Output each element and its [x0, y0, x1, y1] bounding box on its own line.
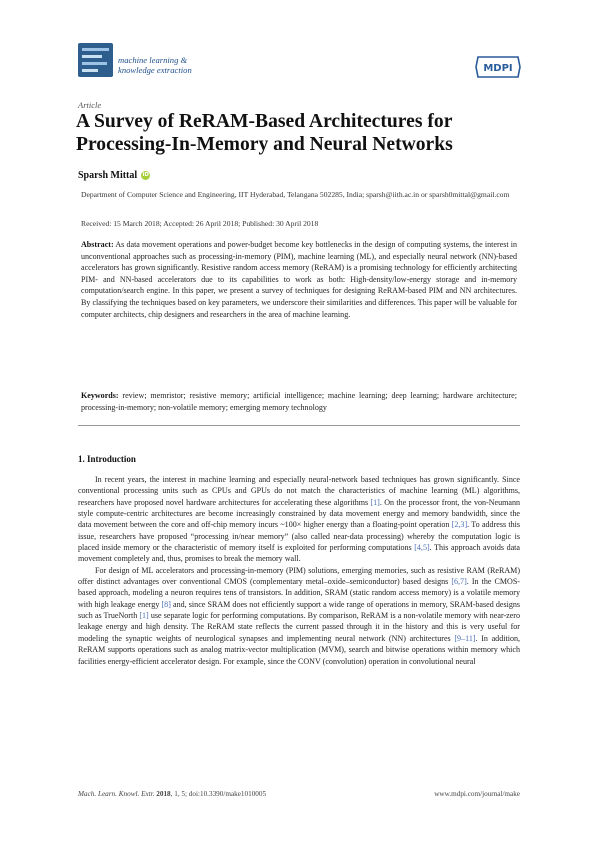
text-run: . To address this issue, researchers have proposed “processing in/near memory” (also called near-data processing) whereby the computation logic is placed inside memory or the characteristic of memory itself is exploited for performing computations [78, 520, 520, 553]
text-run: . In addition, ReRAM supports operations such as analog matrix-vector multiplication (MVM), search and bitwise operations within memory which facilities energy-efficient accelerator design. For example, since the CONV (convolution) operation in convolutional neural [78, 633, 520, 666]
affiliation: Department of Computer Science and Engineering, IIT Hyderabad, Telangana 502285, India; sparsh@iith.ac.in or sparsh0mittal@gmail.com [81, 190, 510, 199]
citation-link[interactable]: [2,3] [451, 520, 468, 530]
text-run: . In the CMOS-based approach, modeling a neuron requires tens of transistors. In addition, SRAM (static random access memory) is a volatile memory with high leakage energy [78, 577, 520, 609]
text-run: . On the processor front, the von-Neumann style compute-centric architectures are become increasingly constrained by data movement energy and memory bandwidth, since the data movement between the core and off-chip memory incurs ~100× higher energy than a floating-point operation [78, 497, 520, 530]
journal-name-line1: machine learning & [118, 55, 188, 65]
journal-name [118, 55, 192, 75]
citation-link[interactable]: [1] [370, 497, 380, 507]
text-run: use separate logic for performing computations. By comparison, ReRAM is a non-volatile memory with near-zero leakage energy and high density. The ReRAM state reflects the current passed through it in the history and this is very useful for modeling the synaptic weights of neurological synapses and implementing neural network (NN) architectures [78, 611, 520, 643]
keywords [81, 390, 517, 413]
footer-doi: , 1, 5; doi:10.3390/make1010005 [170, 790, 267, 798]
abstract [81, 239, 517, 320]
section-divider [78, 425, 520, 426]
citation-link[interactable]: [4,5] [414, 543, 430, 553]
journal-logo [78, 43, 113, 77]
keywords-label: Keywords: [81, 391, 119, 400]
section-heading: 1. Introduction [78, 454, 136, 464]
publication-dates: Received: 15 March 2018; Accepted: 26 April 2018; Published: 30 April 2018 [81, 219, 319, 228]
text-run: In recent years, the interest in machine learning and especially neural-network based techniques has grown significantly. Since conventional processing units such as CPUs and GPUs do not match the characteristics of machine learning (ML) algorithms, researchers have proposed novel hardware architectures for accelerating these algorithms [78, 475, 520, 507]
citation-link[interactable]: [9–11] [454, 633, 476, 643]
keywords-text: review; memristor; resistive memory; artificial intelligence; machine learning; deep learning; hardware architecture; processing-in-memory; non-volatile memory; emerging memory technology [81, 391, 517, 412]
footer-year: 2018 [156, 790, 171, 798]
body-text [78, 474, 520, 667]
paragraph [78, 565, 520, 667]
author-name: Sparsh Mittal [78, 170, 138, 181]
citation-link[interactable]: [1] [139, 611, 149, 621]
text-run: For design of ML accelerators and processing-in-memory (PIM) solutions, emerging memories, such as resistive RAM (ReRAM) offer distinct advantages over conventional CMOS (complementary metal–oxide–semiconductor) based designs [78, 565, 520, 587]
abstract-text: As data movement operations and power-budget become key bottlenecks in the design of computing systems, the interest in unconventional approaches such as processing-in-memory (PIM), machine learning (ML), and especially neural network (NN)-based accelerators has grown significantly. Resistive random access memory (ReRAM) is a promising technology for efficiently architecting PIM- and NN-based accelerators due to its capabilities to work as both: High-density/low-energy storage and in-memory computation/search engine. In this paper, we present a survey of techniques for designing ReRAM-based PIM and NN architectures. By classifying the techniques based on key parameters, we underscore their similarities and differences. This paper will be valuable for computer architects, chip designers and researchers in the area of machine learning. [81, 240, 517, 319]
paper-title: A Survey of ReRAM-Based Architectures for Processing-In-Memory and Neural Networks [76, 111, 453, 155]
footer-citation [78, 790, 266, 798]
text-run: and, since SRAM does not efficiently support a wide range of operations in memory, SRAM-based designs such as TrueNorth [78, 599, 521, 621]
author-line [78, 170, 150, 181]
paragraph [78, 474, 520, 565]
footer-url[interactable]: www.mdpi.com/journal/make [434, 790, 520, 798]
citation-link[interactable]: [6,7] [451, 577, 467, 587]
mdpi-logo-text: MDPI [483, 63, 513, 74]
abstract-label: Abstract: [81, 240, 114, 249]
journal-name-line2: knowledge extraction [118, 65, 192, 75]
text-run: . This approach avoids data movement completely and, thus, promises to break the memory wall. [78, 543, 520, 564]
article-type: Article [78, 100, 102, 110]
footer-journal: Mach. Learn. Knowl. Extr. [78, 790, 155, 798]
mdpi-logo [474, 55, 522, 79]
orcid-icon[interactable]: iD [142, 172, 149, 178]
citation-link[interactable]: [8] [161, 599, 171, 609]
